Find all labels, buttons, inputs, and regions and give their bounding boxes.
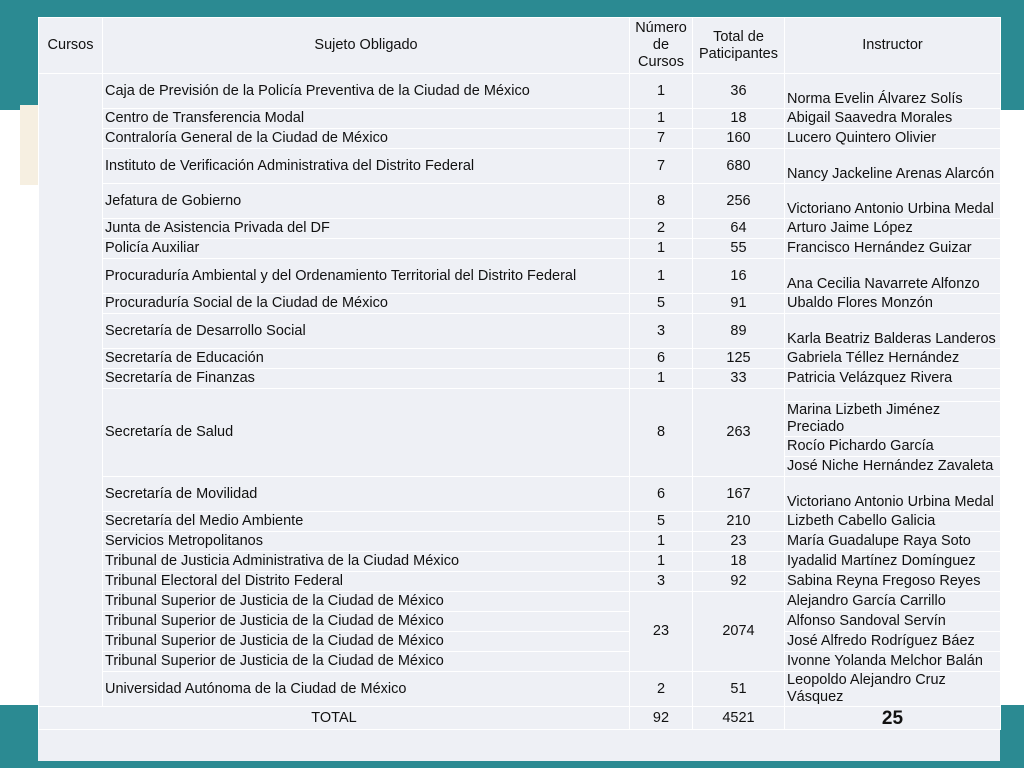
row-instructor: Nancy Jackeline Arenas Alarcón [785, 149, 1001, 184]
row-instructor: Gabriela Téllez Hernández [785, 349, 1001, 369]
row-total: 92 [693, 572, 785, 592]
row-instructor: Iyadalid Martínez Domínguez [785, 552, 1001, 572]
table-row [39, 512, 1001, 532]
row-numero: 8 [630, 184, 693, 219]
total-numero: 92 [630, 707, 693, 730]
row-total: 256 [693, 184, 785, 219]
row-instructor: Sabina Reyna Fregoso Reyes [785, 572, 1001, 592]
row-instructor: Ana Cecilia Navarrete Alfonzo [785, 259, 1001, 294]
table-row [39, 552, 1001, 572]
table-row [39, 129, 1001, 149]
row-instructor-spacer [785, 389, 1001, 402]
row-numero: 7 [630, 129, 693, 149]
row-instructor: María Guadalupe Raya Soto [785, 532, 1001, 552]
table-row [39, 369, 1001, 389]
row-sujeto: Jefatura de Gobierno [103, 184, 630, 219]
row-numero: 3 [630, 572, 693, 592]
row-instructor: Alfonso Sandoval Servín [785, 612, 1001, 632]
row-numero: 6 [630, 477, 693, 512]
table-row [39, 532, 1001, 552]
row-numero: 6 [630, 349, 693, 369]
row-sujeto: Tribunal de Justicia Administrativa de la Ciudad México [103, 552, 630, 572]
table-row [39, 259, 1001, 294]
row-instructor: Lizbeth Cabello Galicia [785, 512, 1001, 532]
table-row [39, 149, 1001, 184]
header-total [693, 18, 785, 74]
cursos-column-blank [39, 74, 103, 707]
header-total-line2: Paticipantes [699, 45, 778, 62]
row-numero: 1 [630, 74, 693, 109]
header-numero [630, 18, 693, 74]
row-sujeto: Secretaría del Medio Ambiente [103, 512, 630, 532]
row-total: 89 [693, 314, 785, 349]
table-row [39, 314, 1001, 349]
row-instructor: Alejandro García Carrillo [785, 592, 1001, 612]
table-row [39, 389, 1001, 402]
row-sujeto: Caja de Previsión de la Policía Preventiva de la Ciudad de México [103, 74, 630, 109]
row-total: 263 [693, 389, 785, 477]
row-numero: 5 [630, 512, 693, 532]
row-numero: 8 [630, 389, 693, 477]
row-total: 680 [693, 149, 785, 184]
row-numero: 23 [630, 592, 693, 672]
row-total: 125 [693, 349, 785, 369]
row-instructor: Lucero Quintero Olivier [785, 129, 1001, 149]
row-sujeto: Secretaría de Salud [103, 389, 630, 477]
row-numero: 1 [630, 259, 693, 294]
row-sujeto: Tribunal Superior de Justicia de la Ciudad de México [103, 612, 630, 632]
total-instructores: 25 [785, 707, 1001, 730]
row-numero: 1 [630, 369, 693, 389]
courses-table-container [38, 17, 1000, 761]
table-row [39, 672, 1001, 707]
row-numero: 7 [630, 149, 693, 184]
header-instructor: Instructor [785, 18, 1001, 74]
row-sujeto: Secretaría de Movilidad [103, 477, 630, 512]
row-sujeto: Secretaría de Desarrollo Social [103, 314, 630, 349]
row-total: 23 [693, 532, 785, 552]
row-instructor: Rocío Pichardo García [785, 437, 1001, 457]
row-sujeto: Junta de Asistencia Privada del DF [103, 219, 630, 239]
table-row [39, 632, 1001, 652]
row-total: 210 [693, 512, 785, 532]
row-instructor: Victoriano Antonio Urbina Medal [785, 184, 1001, 219]
total-label: TOTAL [39, 707, 630, 730]
row-sujeto: Tribunal Superior de Justicia de la Ciudad de México [103, 632, 630, 652]
row-total: 51 [693, 672, 785, 707]
header-numero-line2: de Cursos [638, 37, 684, 70]
row-sujeto: Tribunal Electoral del Distrito Federal [103, 572, 630, 592]
row-instructor: Ivonne Yolanda Melchor Balán [785, 652, 1001, 672]
row-numero: 1 [630, 552, 693, 572]
row-sujeto: Procuraduría Ambiental y del Ordenamiento Territorial del Distrito Federal [103, 259, 630, 294]
row-instructor: Karla Beatriz Balderas Landeros [785, 314, 1001, 349]
table-row [39, 652, 1001, 672]
row-numero: 2 [630, 219, 693, 239]
table-row [39, 477, 1001, 512]
row-numero: 3 [630, 314, 693, 349]
table-header-row [39, 18, 1001, 74]
row-instructor: Victoriano Antonio Urbina Medal [785, 477, 1001, 512]
row-instructor: Norma Evelin Álvarez Solís [785, 74, 1001, 109]
row-instructor: Francisco Hernández Guizar [785, 239, 1001, 259]
header-numero-line1: Número [635, 20, 687, 36]
courses-table [38, 17, 1001, 730]
row-sujeto: Instituto de Verificación Administrativa del Distrito Federal [103, 149, 630, 184]
total-row [39, 707, 1001, 730]
table-row [39, 219, 1001, 239]
row-sujeto: Centro de Transferencia Modal [103, 109, 630, 129]
row-sujeto: Policía Auxiliar [103, 239, 630, 259]
row-numero: 5 [630, 294, 693, 314]
table-row [39, 349, 1001, 369]
table-row [39, 109, 1001, 129]
table-row [39, 74, 1001, 109]
row-total: 18 [693, 109, 785, 129]
row-sujeto: Procuraduría Social de la Ciudad de México [103, 294, 630, 314]
row-instructor: Marina Lizbeth Jiménez Preciado [785, 402, 1001, 437]
table-row [39, 239, 1001, 259]
row-total: 2074 [693, 592, 785, 672]
row-sujeto: Servicios Metropolitanos [103, 532, 630, 552]
total-participantes: 4521 [693, 707, 785, 730]
table-row [39, 572, 1001, 592]
row-instructor: José Niche Hernández Zavaleta [785, 457, 1001, 477]
row-numero: 1 [630, 239, 693, 259]
row-total: 16 [693, 259, 785, 294]
header-sujeto: Sujeto Obligado [103, 18, 630, 74]
row-numero: 2 [630, 672, 693, 707]
row-total: 33 [693, 369, 785, 389]
row-sujeto: Universidad Autónoma de la Ciudad de México [103, 672, 630, 707]
row-instructor: Arturo Jaime López [785, 219, 1001, 239]
table-row [39, 592, 1001, 612]
row-total: 167 [693, 477, 785, 512]
row-sujeto: Secretaría de Finanzas [103, 369, 630, 389]
table-row [39, 184, 1001, 219]
row-sujeto: Contraloría General de la Ciudad de México [103, 129, 630, 149]
table-row [39, 294, 1001, 314]
row-total: 160 [693, 129, 785, 149]
row-sujeto: Tribunal Superior de Justicia de la Ciudad de México [103, 652, 630, 672]
row-instructor: Patricia Velázquez Rivera [785, 369, 1001, 389]
row-total: 18 [693, 552, 785, 572]
row-total: 55 [693, 239, 785, 259]
row-instructor: José Alfredo Rodríguez Báez [785, 632, 1001, 652]
row-instructor: Abigail Saavedra Morales [785, 109, 1001, 129]
row-total: 36 [693, 74, 785, 109]
row-instructor: Leopoldo Alejandro Cruz Vásquez [785, 672, 1001, 707]
row-sujeto: Tribunal Superior de Justicia de la Ciudad de México [103, 592, 630, 612]
row-numero: 1 [630, 109, 693, 129]
row-total: 91 [693, 294, 785, 314]
header-cursos: Cursos [39, 18, 103, 74]
row-numero: 1 [630, 532, 693, 552]
row-instructor: Ubaldo Flores Monzón [785, 294, 1001, 314]
row-sujeto: Secretaría de Educación [103, 349, 630, 369]
table-row [39, 612, 1001, 632]
header-total-line1: Total de [713, 28, 764, 45]
row-total: 64 [693, 219, 785, 239]
